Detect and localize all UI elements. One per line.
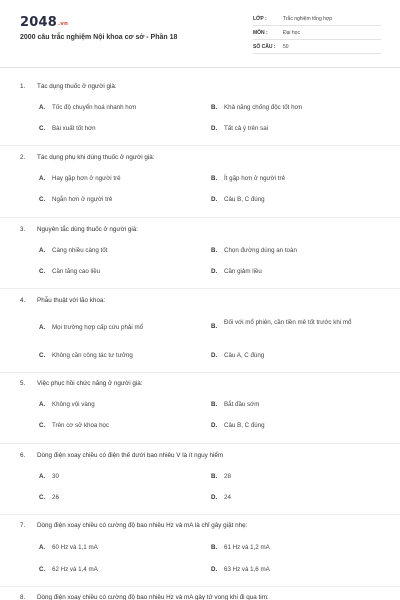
- option-b[interactable]: [211, 104, 381, 112]
- question-number: 6.: [20, 452, 26, 459]
- option-label: C.: [39, 422, 46, 429]
- option-label: B.: [211, 473, 218, 480]
- question-prompt: Tác dụng thuốc ở người già:: [37, 83, 117, 90]
- option-label: C.: [39, 352, 46, 359]
- option-label: A.: [39, 401, 46, 408]
- option-text: Câu B, C đúng: [224, 422, 265, 429]
- option-b[interactable]: [211, 473, 381, 481]
- question-separator: [0, 443, 400, 444]
- question-number: 1.: [20, 83, 26, 90]
- option-label: A.: [39, 104, 46, 111]
- option-text: 63 Hz và 1,6 mA: [224, 566, 270, 573]
- document-title: 2000 câu trắc nghiệm Nội khoa cơ sở - Phần 18: [20, 34, 178, 41]
- option-b[interactable]: [211, 175, 381, 183]
- option-text: 60 Hz và 1,1 mA: [52, 544, 98, 551]
- question-prompt: Phẫu thuật với lão khoa:: [37, 297, 106, 304]
- question-number: 4.: [20, 297, 26, 304]
- option-text: Hay gặp hơn ở người trẻ: [52, 175, 121, 182]
- option-label: C.: [39, 196, 46, 203]
- option-text: Khả năng chống độc tốt hơn: [224, 104, 303, 111]
- option-label: B.: [211, 104, 218, 111]
- option-c[interactable]: [39, 352, 209, 360]
- question-1: [20, 82, 382, 132]
- question-text: [20, 296, 382, 305]
- option-text: Chọn đường dùng an toàn: [224, 247, 297, 254]
- option-d[interactable]: [211, 422, 381, 430]
- option-c[interactable]: [39, 268, 209, 276]
- option-text: Ngắn hơn ở người trẻ: [52, 196, 113, 203]
- option-text: Đối với mổ phiên, cần tiền mê tốt trước khi mổ: [224, 319, 352, 326]
- option-text: 62 Hz và 1,4 mA: [52, 566, 98, 573]
- option-d[interactable]: [211, 566, 381, 574]
- option-label: D.: [211, 268, 218, 275]
- option-label: D.: [211, 422, 218, 429]
- option-a[interactable]: [39, 401, 209, 409]
- option-label: D.: [211, 125, 218, 132]
- option-label: A.: [39, 473, 46, 480]
- option-text: Câu B, C đúng: [224, 196, 265, 203]
- question-text: [20, 153, 382, 162]
- option-a[interactable]: [39, 104, 209, 112]
- option-label: A.: [39, 324, 46, 331]
- option-text: 24: [224, 494, 231, 501]
- option-text: Cần tăng cao liều: [52, 268, 101, 275]
- meta-row-class: [253, 13, 381, 26]
- option-text: Càng nhiều càng tốt: [52, 247, 108, 254]
- question-text: [20, 451, 382, 460]
- header-divider: [0, 67, 400, 68]
- question-number: 8.: [20, 594, 26, 600]
- question-separator: [0, 217, 400, 218]
- question-number: 3.: [20, 226, 26, 233]
- option-b[interactable]: [211, 319, 381, 330]
- option-c[interactable]: [39, 125, 209, 133]
- option-label: C.: [39, 494, 46, 501]
- option-label: C.: [39, 125, 46, 132]
- option-d[interactable]: [211, 352, 381, 360]
- meta-key: MÔN :: [253, 30, 268, 36]
- question-4: [20, 296, 382, 359]
- option-c[interactable]: [39, 494, 209, 502]
- question-5: [20, 379, 382, 429]
- question-number: 5.: [20, 380, 26, 387]
- question-text: [20, 82, 382, 91]
- option-label: C.: [39, 566, 46, 573]
- option-text: 28: [224, 473, 231, 480]
- option-a[interactable]: [39, 544, 209, 552]
- question-separator: [0, 514, 400, 515]
- question-2: [20, 153, 382, 203]
- question-8: [20, 593, 382, 600]
- option-label: D.: [211, 566, 218, 573]
- page-header: [0, 0, 400, 70]
- option-text: Ít gặp hơn ở người trẻ: [224, 175, 286, 182]
- option-b[interactable]: [211, 247, 381, 255]
- question-text: [20, 225, 382, 234]
- option-text: Câu A, C đúng: [224, 352, 265, 359]
- question-6: [20, 451, 382, 501]
- question-separator: [0, 145, 400, 146]
- meta-row-subject: [253, 27, 381, 40]
- option-text: Không vội vàng: [52, 401, 95, 408]
- option-d[interactable]: [211, 125, 381, 133]
- option-label: D.: [211, 196, 218, 203]
- logo-tld: .vn: [57, 21, 69, 27]
- option-text: Tốc độ chuyển hoá nhanh hơn: [52, 104, 137, 111]
- option-c[interactable]: [39, 422, 209, 430]
- question-prompt: Việc phục hồi chức năng ở người già:: [37, 380, 143, 387]
- option-b[interactable]: [211, 401, 381, 409]
- option-d[interactable]: [211, 268, 381, 276]
- question-prompt: Nguyên tắc dùng thuốc ở người già:: [37, 226, 139, 233]
- option-text: Mọi trường hợp cấp cứu phải mổ: [52, 324, 144, 331]
- question-7: [20, 521, 382, 573]
- option-d[interactable]: [211, 494, 381, 502]
- option-label: C.: [39, 268, 46, 275]
- option-text: Không cần công tác tư tưởng: [52, 352, 133, 359]
- option-text: Tất cả ý trên sai: [224, 125, 269, 132]
- question-text: [20, 521, 382, 530]
- option-text: Bài xuất tốt hơn: [52, 125, 96, 132]
- option-text: Cần giảm liều: [224, 268, 262, 275]
- option-text: 26: [52, 494, 59, 501]
- option-d[interactable]: [211, 196, 381, 204]
- logo-text: 2048: [20, 15, 57, 30]
- question-separator: [0, 372, 400, 373]
- question-text: [20, 379, 382, 388]
- question-separator: [0, 586, 400, 587]
- option-label: B.: [211, 401, 218, 408]
- question-prompt: Tác dụng phụ khi dùng thuốc ở người già:: [37, 154, 155, 161]
- option-label: B.: [211, 544, 218, 551]
- option-a[interactable]: [39, 473, 209, 481]
- meta-value: 50: [283, 44, 289, 50]
- site-logo[interactable]: [20, 15, 68, 30]
- question-3: [20, 225, 382, 275]
- meta-key: SỐ CÂU :: [253, 44, 276, 50]
- option-a[interactable]: [39, 247, 209, 255]
- question-prompt: Dòng điện xoay chiều có cường độ bao nhiêu Hz và mA là chỉ gây giật nhẹ:: [37, 522, 248, 529]
- meta-key: LỚP :: [253, 16, 267, 22]
- option-text: 30: [52, 473, 59, 480]
- option-c[interactable]: [39, 196, 209, 204]
- question-prompt: Dòng điện xoay chiều có cường độ bao nhiêu Hz và mA gây tử vong khi đi qua tim:: [37, 594, 269, 600]
- option-a[interactable]: [39, 175, 209, 183]
- question-separator: [0, 288, 400, 289]
- option-c[interactable]: [39, 566, 209, 574]
- option-label: A.: [39, 544, 46, 551]
- option-a[interactable]: [39, 324, 209, 332]
- question-number: 2.: [20, 154, 26, 161]
- option-label: D.: [211, 352, 218, 359]
- option-label: A.: [39, 175, 46, 182]
- option-text: 61 Hz và 1,2 mA: [224, 544, 270, 551]
- option-label: B.: [211, 323, 218, 330]
- option-label: A.: [39, 247, 46, 254]
- question-prompt: Dòng điện xoay chiều có điện thế dưới bao nhiêu V là ít nguy hiểm: [37, 452, 224, 459]
- question-text: [20, 593, 382, 600]
- meta-value: Trắc nghiệm tổng hợp: [283, 16, 332, 22]
- option-b[interactable]: [211, 544, 381, 552]
- option-text: Trên cơ sở khoa học: [52, 422, 110, 429]
- meta-value: Đại học: [283, 30, 300, 36]
- meta-row-count: [253, 41, 381, 54]
- question-number: 7.: [20, 522, 26, 529]
- option-label: D.: [211, 494, 218, 501]
- option-text: Bắt đầu sớm: [224, 401, 260, 408]
- option-label: B.: [211, 247, 218, 254]
- option-label: B.: [211, 175, 218, 182]
